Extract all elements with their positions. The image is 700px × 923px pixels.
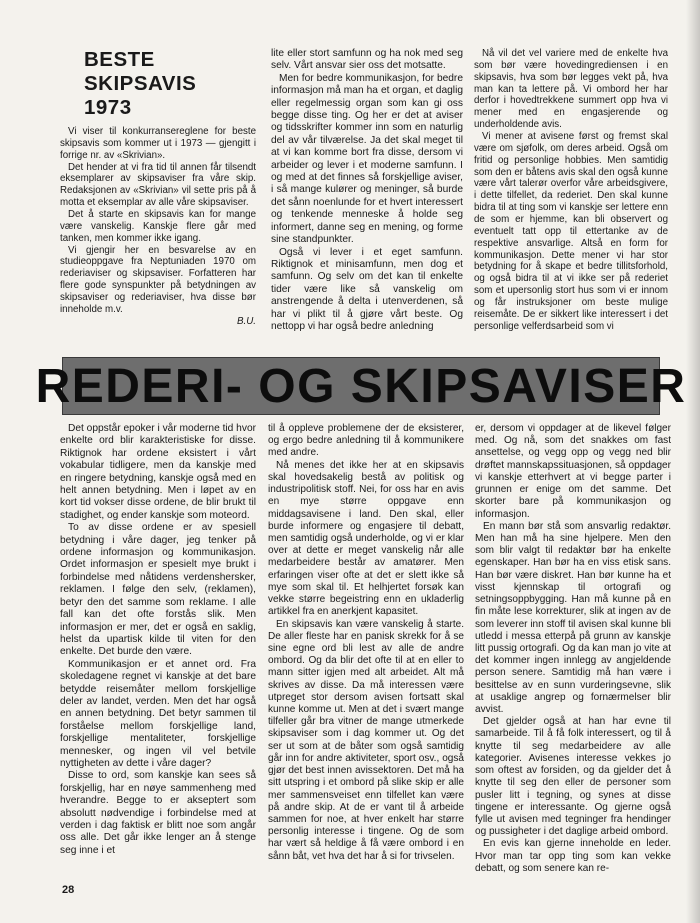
intro-paragraph: Det hender at vi fra tid til annen får tilsendt eksemplarer av skipsaviser fra våre skip. Redaksjonen av «Skrivian» vil sette pris på å motta et eksemplar av alle våre skipsaviser.	[60, 161, 256, 209]
body-paragraph: Det gjelder også at han har evne til samarbeide. Til å få folk interessert, og til å knytte til seg medarbeidere av alle kategorier. Avisenes interesse vekkes jo som oftest av forsiden, og da gjelder det å knytte til seg den eller de personer som pusler litt i tegning, og synes at disse tingene er interessante. Og gjerne også fylle ut avisen med tegninger fra hendinger og pussigheter i det daglige arbeid ombord.	[475, 716, 671, 838]
body-paragraph: Nå vil det vel variere med de enkelte hva som bør være hovedingrediensen i en skipsavis, hva som bør legges vekt på, hva man kan ta lettere på. Vi ombord her har derfor i hovedtrekkene summert opp hva vi mener med en engasjerende og underholdende avis.	[474, 48, 668, 131]
body-paragraph: To av disse ordene er av spesiell betydning i våre dager, jeg tenker på ordene informasjon og kommunikasjon. Ordet informasjon er spesielt mye brukt i forbindelse med nåtidens verdenshersker, reklamen. I følge den selv, (reklamen), betyr den det samme som reklame. I alle fall kan det ofte forstås slik. Men informasjon er mer, det er også en saklig, helst da upartisk kilde til viten for den enkelte. Det burde den være.	[60, 522, 256, 658]
signature: B.U.	[237, 315, 256, 327]
title-line-1: BESTE	[84, 48, 155, 71]
body-paragraph: Også vi lever i et eget samfunn. Riktignok et minisamfunn, men dog et samfunn. Og selv om det kan til enkelte tider være like så vanskelig om anstrengende å delta i utenverdenen, så har vi plikt til å gjøre vårt beste. Og nettopp vi har også bedre anledning	[271, 246, 463, 332]
banner-heading: REDERI- OG SKIPSAVISER	[35, 359, 687, 413]
title-line-2: SKIPSAVIS	[84, 72, 197, 95]
body-paragraph: Det oppstår epoker i vår moderne tid hvor enkelte ord blir karakteristiske for disse. Riktignok har ordene eksistert i vårt vokabular tidligere, men da kanskje med en ringere betydning, kanskje også med en helt annen betydning. Men i løpet av en kort tid vokser disse ordene, de blir brukt til stadighet, og ender kanskje som moteord.	[60, 423, 256, 521]
article-title	[84, 48, 254, 120]
body-paragraph: lite eller stort samfunn og ha nok med seg selv. Vårt ansvar sier oss det motsatte.	[271, 48, 463, 72]
body-paragraph: Vi mener at avisene først og fremst skal være om sjøfolk, om deres arbeid. Også om fritid og personlige hobbies. Men samtidig som den er båtens avis skal den også kunne være vårt talerør overfor våre arbeidsgivere, i dette tilfellet, da rederiet. Den skal kunne bidra til at ting som vi kanskje ser lettere enn de som er hjemme, kan bli observert og eventuelt tatt opp til ettertanke av de respektive ansvarlige. Altså en form for kommunikasjon. Dette mener vi har stor betydning for å skape et bedre tillitsforhold, og også bidra til at vi ikke ser på rederiet som et upersonlig stort hus som vi er innom og får instruksjoner om beste mulige reisemåte. De er sikkert like interessert i det personlige velferdsarbeid som vi	[474, 131, 668, 332]
upper-right-column	[474, 48, 668, 333]
page-edge-shadow	[686, 0, 700, 923]
body-paragraph: Nå menes det ikke her at en skipsavis skal hovedsakelig bestå av politisk og industripolitisk stoff. Nei, for oss har en avis en mye større oppgave enn middagsavisene i land. Den skal, eller burde informere og engasjere til debatt, men samtidig også underholde, og vi er klar over at dette er meget vanskelig når alle medarbeidere består av amatører. Men erfaringen viser ofte at det er slett ikke så mye som skal til. Et helhjertet forsøk kan vekke større begeistring enn en ukladerlig artikkel fra en anerkjent kapasitet.	[268, 459, 464, 618]
title-line-3: 1973	[84, 96, 132, 119]
body-paragraph: er, dersom vi oppdager at de likevel følger med. Og nå, som det snakkes om fast ansettelse, og vegg opp og vegg ned blir drøftet mannskapssituasjonen, så oppdager vi kanskje etterhvert at vi begge parter i grunnen er enige om det samme. Det skorter bare på kommunikasjon og informasjon.	[475, 423, 671, 520]
body-paragraph: Kommunikasjon er et annet ord. Fra skoledagene regnet vi kanskje at det bare betydde reisemåter mellom forskjellige deler av landet, verden. Men det har også en annen betydning. Det betyr sammen til forståelse mellom forskjellige land, forskjellige mentaliteter, forskjellige mennesker, og ingen vil vel betvile nyttigheten av dette i våre dager?	[60, 658, 256, 769]
body-paragraph: Men for bedre kommunikasjon, for bedre informasjon må man ha et organ, et daglig eller regelmessig organ som kan gi oss begge disse ting. Og her er det at aviser og tidsskrifter kommer inn som en naturlig del av vår tilværelse. Ja det skal meget til at vi kan komme bort fra disse, dersom vi arbeider og lever i et moderne samfunn. I og med at det finnes så forskjellige aviser, i så mange kulører og meninger, så burde det sånn noenlunde for et hvert interessert og tenkende menneske å holde seg informert, danne seg en mening, og forme sine standpunkter.	[271, 72, 463, 246]
body-paragraph: Disse to ord, som kanskje kan sees så forskjellig, har en nøye sammenheng med hverandre. Begge to er akseptert som absolutt nødvendige i forbindelse med at verden i dag faktisk er blitt noe som angår oss alle. Det går ikke lenger an å stenge seg inne i et	[60, 770, 256, 856]
lower-right-column	[475, 423, 671, 875]
lower-left-column	[60, 423, 256, 857]
intro-paragraph: Vi viser til konkurransereglene for beste skipsavis som kommer ut i 1973 — gjengitt i forrige nr. av «Skrivian».	[60, 126, 256, 161]
intro-paragraph: Vi gjengir her en besvarelse av en studieoppgave fra Neptuniaden 1970 om rederiaviser og skipsaviser. Forfatteren har flere gode synspunkter på betydningen av skipsaviser og rederiaviser, hva disse bør inneholde m.v.	[60, 244, 256, 315]
intro-column	[60, 126, 256, 328]
lower-middle-column	[268, 423, 464, 863]
section-banner	[35, 357, 687, 415]
page-number: 28	[62, 884, 75, 896]
body-paragraph: En evis kan gjerne inneholde en leder. Hvor man tar opp ting som kan vekke debatt, og som senere kan re-	[475, 838, 671, 874]
upper-middle-column	[271, 48, 463, 333]
body-paragraph: til å oppleve problemene der de eksisterer, og ergo bedre anledning til å kommunikere med andre.	[268, 423, 464, 459]
body-paragraph: En mann bør stå som ansvarlig redaktør. Men han må ha sine hjelpere. Men den som blir valgt til redaktør bør ha enkelte egenskaper. Han bør ha en viss etisk sans. Han bør være diskret. Han bør kunne ha et visst kjennskap til ortografi og setningsoppbygging. Han må kunne på en fin måte lese korrekturer, slik at ingen av de som leverer inn stoff til avisen skal kunne bli utledd i messa etterpå på grunn av kanskje litt pussig ortografi. Og da kan man jo vite at det kommer ingen innlegg av angjeldende person senere. Samtidig må han være i besittelse av en sunn vurderingsevne, slik at usaklige angrep og fornærmelser blir avvist.	[475, 520, 672, 716]
body-paragraph: En skipsavis kan være vanskelig å starte. De aller fleste har en panisk skrekk for å se sine egne ord bli lest av alle de andre ombord. Og da blir det ofte til at en eller to mann sitter igjen med alt arbeidet. Alt må skrives av disse. Da må interessen være utpreget stor dersom avisen fortsatt skal kunne komme ut. Men at det i svært mange tilfeller går bra vitner de mange utmerkede skipsaviser som i dag kommer ut. Og det ser ut som at de båter som også samtidig går inn for andre aktiviteter, sport osv., også gjør det best innen avissektoren. Det må ha sitt utspring i et ombord på slike skip er alle mer sammensveiset enn tilfellet kan være på andre skip. At de er vant til å arbeide sammen for noe, at hver enkelt har større personlig interesse i tingene. Og de som har vært så heldige å få være ombord i en sånn båt, vet hva det har å si for trivselen.	[268, 618, 464, 862]
intro-paragraph: Det å starte en skipsavis kan for mange være vanskelig. Kanskje flere går med tanken, men kommer ikke igang.	[60, 209, 256, 244]
